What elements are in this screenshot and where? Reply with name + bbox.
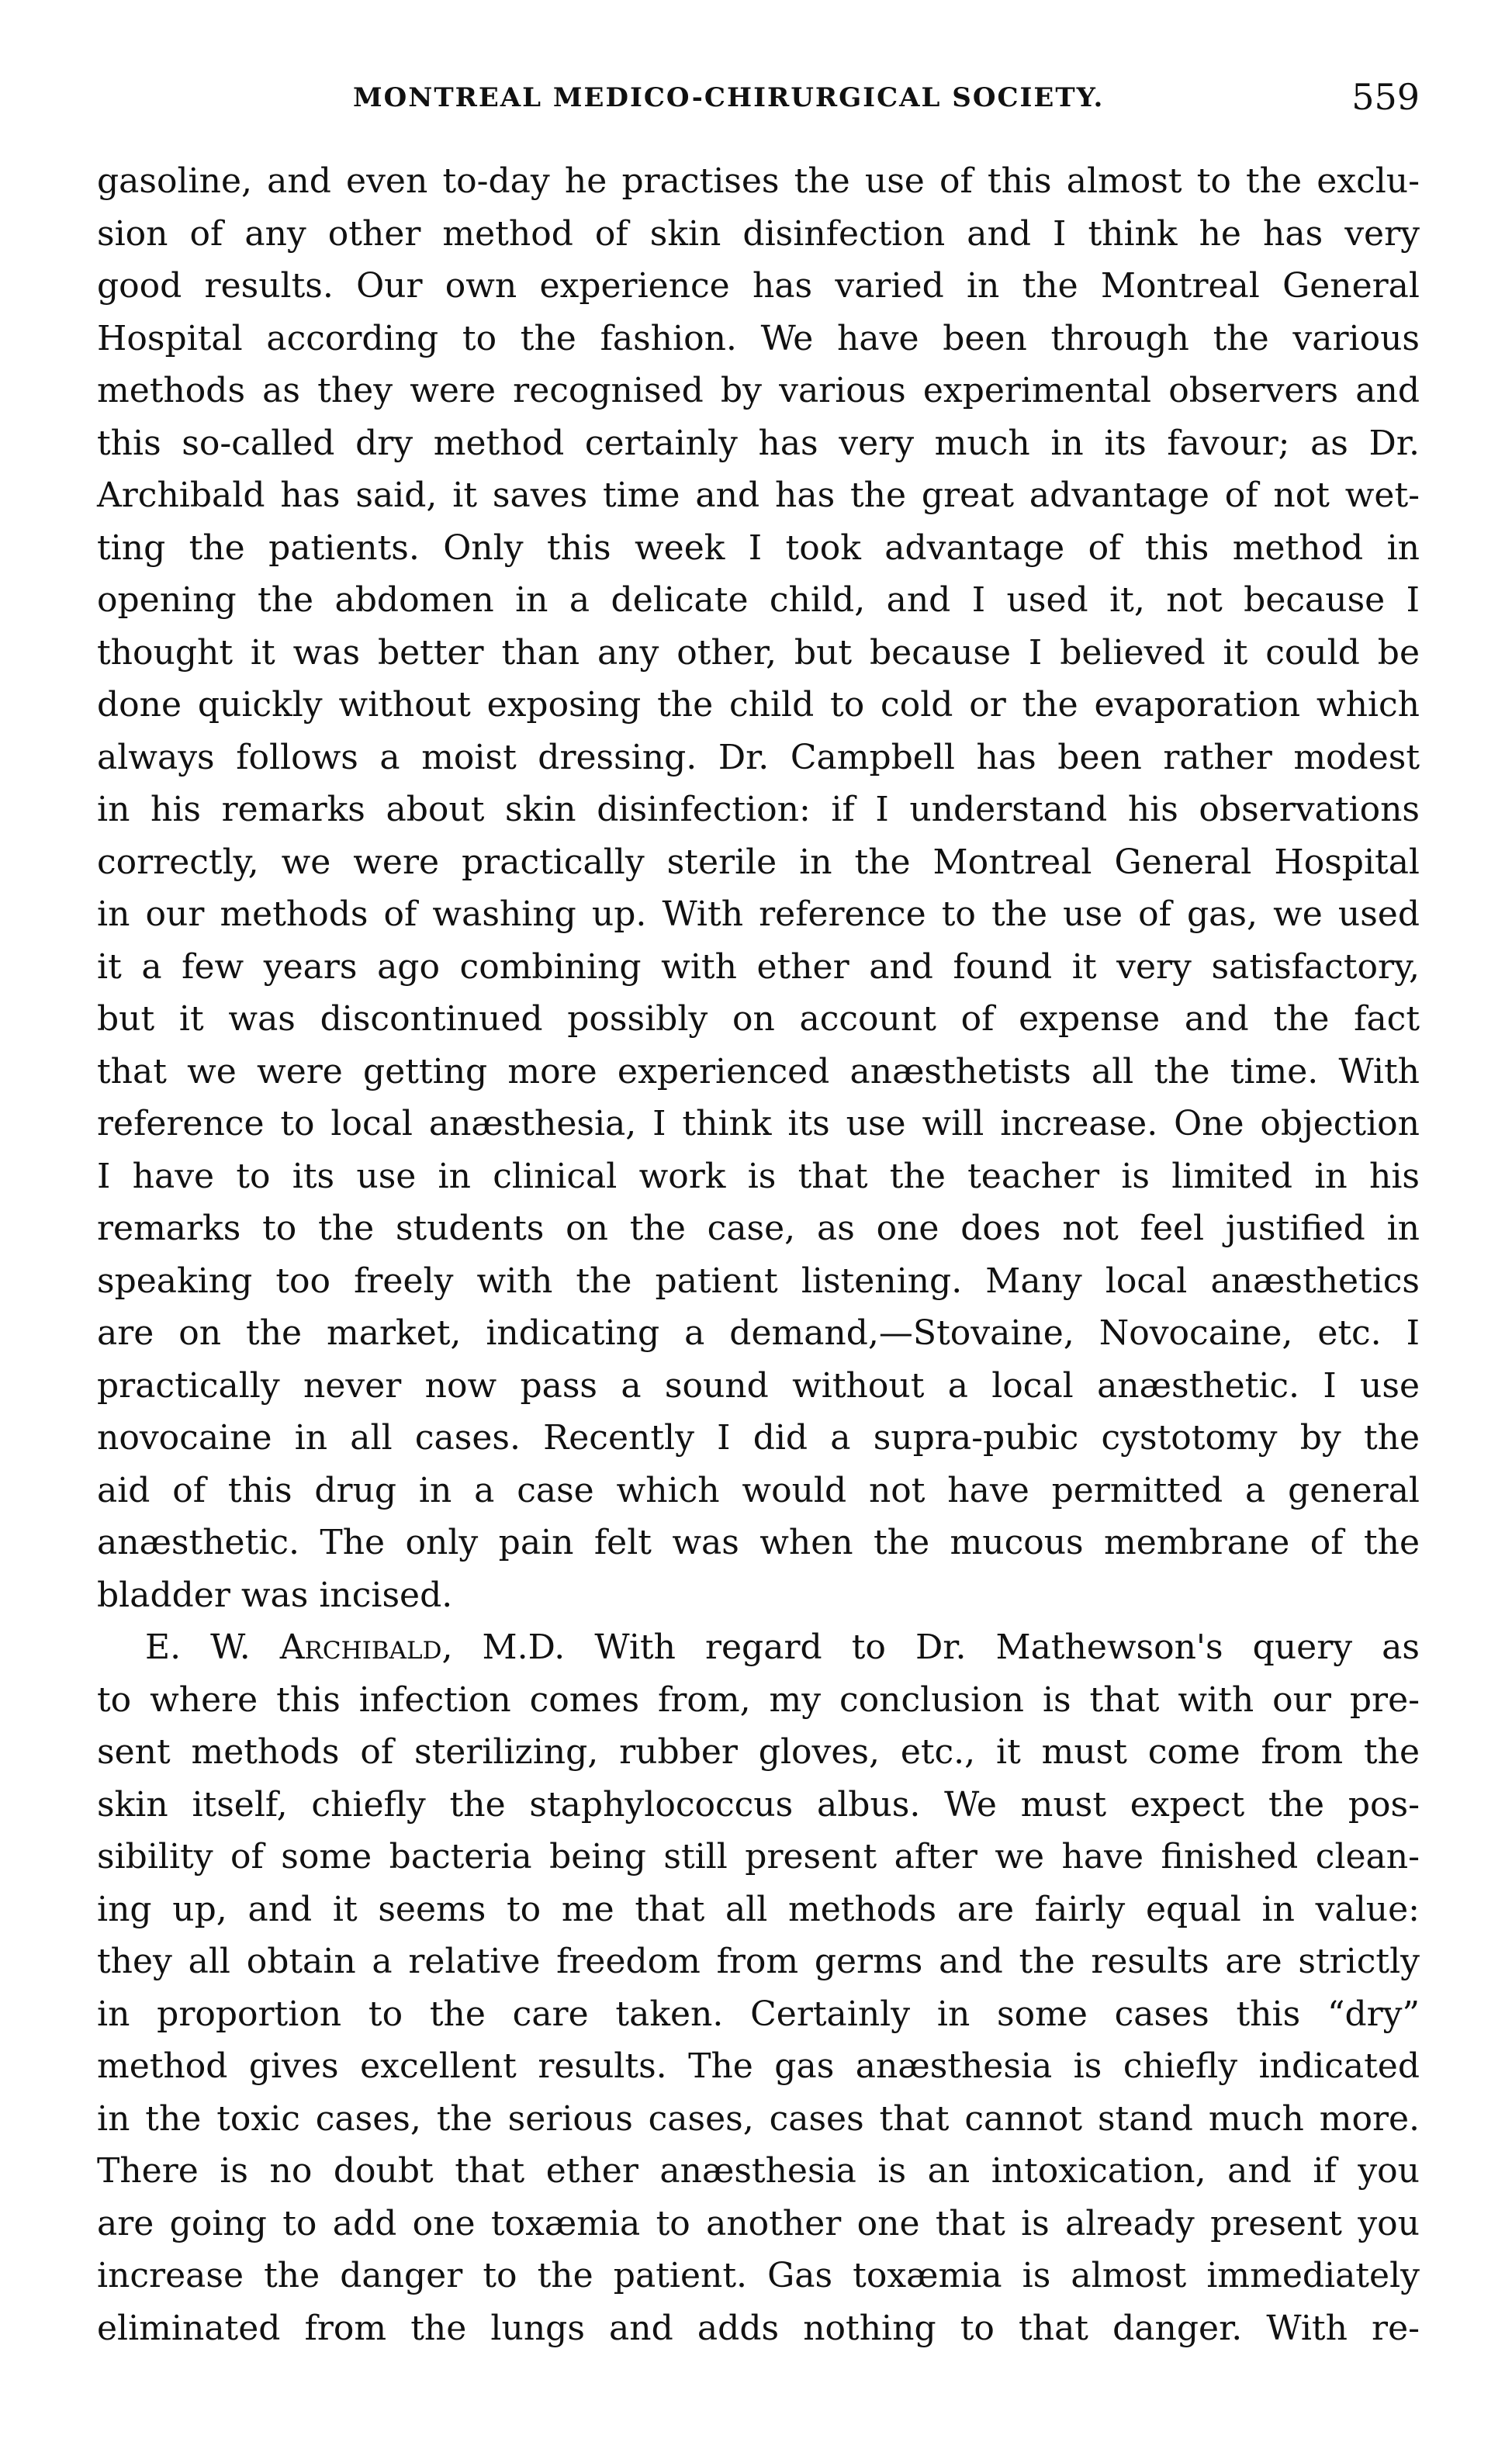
text-line: I have to its use in clinical work is that the teacher is limited in his — [97, 1156, 1420, 1196]
paragraph-archibald-reply — [97, 1621, 1420, 2354]
text-line: anæsthetic. The only pain felt was when the mucous membrane of the — [97, 1523, 1420, 1562]
text-line: speaking too freely with the patient listening. Many local anæsthetics — [97, 1261, 1420, 1301]
text-line: this so-called dry method certainly has very much in its favour; as Dr. — [97, 423, 1420, 463]
text-line: increase the danger to the patient. Gas toxæmia is almost immediately — [97, 2256, 1420, 2295]
running-header — [101, 74, 1420, 129]
text-line: are on the market, indicating a demand,—Stovaine, Novocaine, etc. I — [97, 1313, 1420, 1353]
text-line: methods as they were recognised by various experimental observers and — [97, 371, 1420, 410]
text-line: sibility of some bacteria being still present after we have finished clean- — [97, 1837, 1420, 1877]
text-line: ting the patients. Only this week I took advantage of this method in — [97, 528, 1420, 568]
text-line: practically never now pass a sound without a local anæsthetic. I use — [97, 1365, 1420, 1406]
text-line: they all obtain a relative freedom from germs and the results are strictly — [97, 1942, 1420, 1981]
text-line: Hospital according to the fashion. We have been through the various — [97, 318, 1420, 358]
text-line: sion of any other method of skin disinfection and I think he has very — [97, 213, 1420, 254]
text-line: novocaine in all cases. Recently I did a supra-pubic cystotomy by the — [97, 1418, 1420, 1458]
text-line-first — [97, 1621, 1420, 1674]
text-line: in the toxic cases, the serious cases, cases that cannot stand much more. — [97, 2098, 1420, 2139]
text-line: There is no doubt that ether anæsthesia is an intoxication, and if you — [97, 2151, 1420, 2191]
text-line: always follows a moist dressing. Dr. Campbell has been rather modest — [97, 737, 1420, 777]
text-line: to where this infection comes from, my conclusion is that with our pre- — [97, 1679, 1420, 1720]
text-line: are going to add one toxæmia to another one that is already present you — [97, 2203, 1420, 2243]
text-line: ing up, and it seems to me that all methods are fairly equal in value: — [97, 1889, 1420, 1929]
speaker-name: E. W. Archibald, M.D. — [145, 1627, 566, 1667]
text-run: With regard to Dr. Mathewson's query as — [565, 1627, 1420, 1667]
text-line: reference to local anæsthesia, I think its use will increase. One objection — [97, 1104, 1420, 1143]
text-line: gasoline, and even to-day he practises the use of this almost to the exclu- — [97, 161, 1420, 201]
page-number: 559 — [1351, 76, 1420, 118]
text-line: good results. Our own experience has varied in the Montreal General — [97, 266, 1420, 306]
text-line: thought it was better than any other, but because I believed it could be — [97, 632, 1420, 673]
text-line: in proportion to the care taken. Certainly in some cases this “dry” — [97, 1994, 1420, 2034]
text-line: method gives excellent results. The gas anæsthesia is chiefly indicated — [97, 2046, 1420, 2086]
text-line: opening the abdomen in a delicate child, and I used it, not because I — [97, 580, 1420, 620]
text-line: that we were getting more experienced anæsthetists all the time. With — [97, 1051, 1420, 1091]
text-line: it a few years ago combining with ether and found it very satisfactory, — [97, 946, 1420, 987]
running-title: MONTREAL MEDICO-CHIRURGICAL SOCIETY. — [353, 82, 1105, 113]
text-line: in his remarks about skin disinfection: if I understand his observations — [97, 790, 1420, 829]
text-line: skin itself, chiefly the staphylococcus albus. We must expect the pos- — [97, 1784, 1420, 1825]
text-line: but it was discontinued possibly on account of expense and the fact — [97, 999, 1420, 1039]
text-line: aid of this drug in a case which would not have permitted a general — [97, 1470, 1420, 1510]
text-line: sent methods of sterilizing, rubber gloves, etc., it must come from the — [97, 1732, 1420, 1772]
text-line: bladder was incised. — [97, 1575, 453, 1615]
text-line: remarks to the students on the case, as one does not feel justified in — [97, 1209, 1420, 1248]
text-line: done quickly without exposing the child to cold or the evaporation which — [97, 685, 1420, 725]
text-line: in our methods of washing up. With reference to the use of gas, we used — [97, 894, 1420, 934]
paragraph-discussion-continued — [97, 155, 1420, 1621]
text-line: eliminated from the lungs and adds nothing to that danger. With re- — [97, 2308, 1420, 2348]
text-line: correctly, we were practically sterile in the Montreal General Hospital — [97, 842, 1420, 882]
text-line: Archibald has said, it saves time and has the great advantage of not wet- — [97, 476, 1420, 515]
body-text — [97, 155, 1420, 2354]
